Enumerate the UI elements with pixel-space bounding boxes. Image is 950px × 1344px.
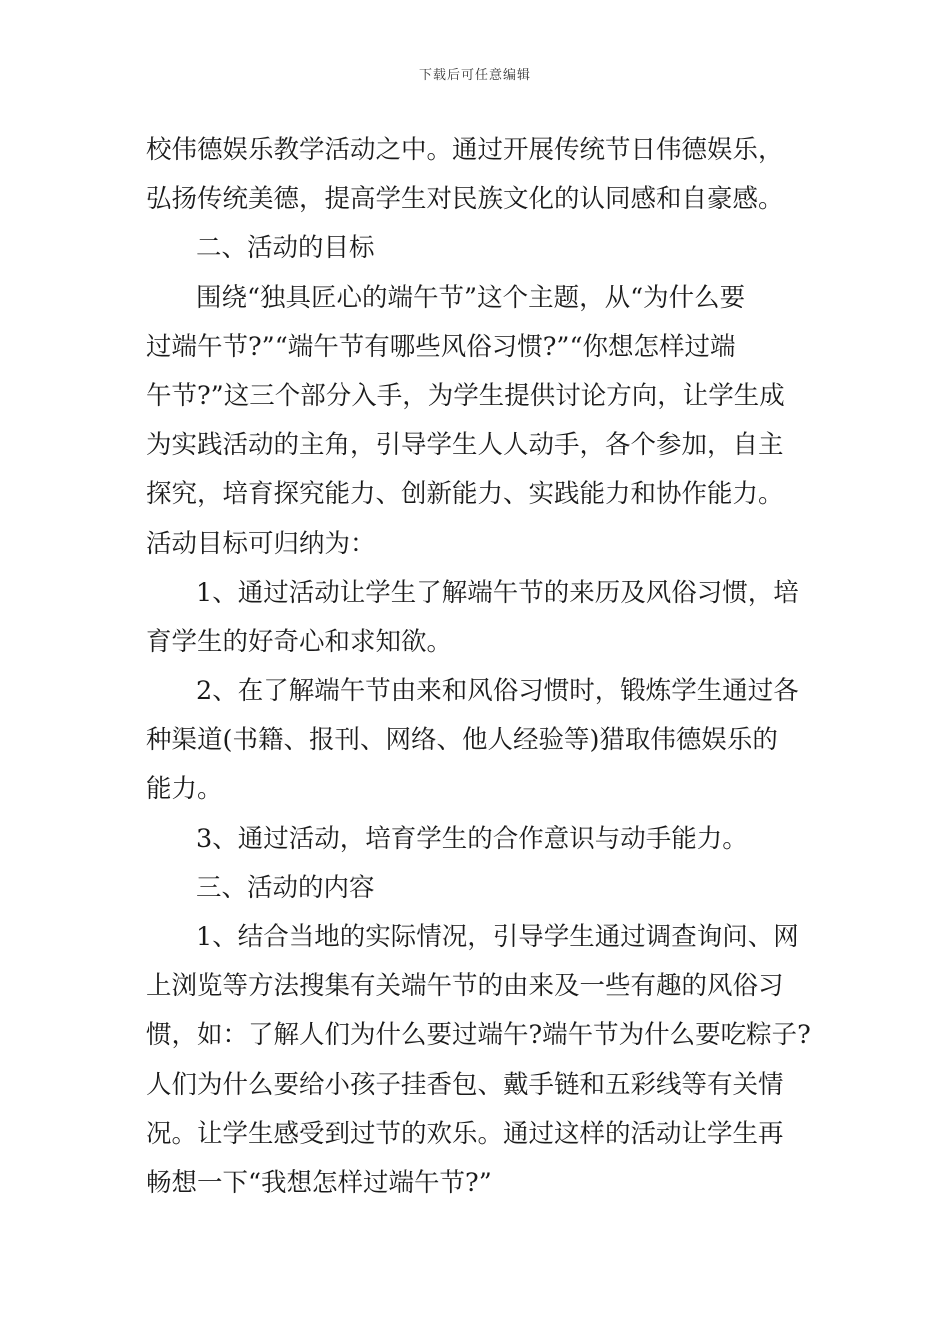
paragraph-line: 过端午节?”“端午节有哪些风俗习惯?”“你想怎样过端 — [146, 331, 736, 362]
paragraph-line: 探究，培育探究能力、创新能力、实践能力和协作能力。 — [146, 479, 784, 510]
list-item-line: 能力。 — [146, 774, 223, 805]
list-item-line: 1、结合当地的实际情况，引导学生通过调查询问、网 — [196, 922, 799, 952]
paragraph-line: 为实践活动的主角，引导学生人人动手，各个参加，自主 — [146, 430, 784, 461]
list-item-line: 况。让学生感受到过节的欢乐。通过这样的活动让学生再 — [146, 1118, 784, 1149]
paragraph-line: 午节?”这三个部分入手，为学生提供讨论方向，让学生成 — [146, 380, 785, 411]
paragraph-line: 弘扬传统美德，提高学生对民族文化的认同感和自豪感。 — [146, 184, 784, 215]
paragraph-line: 活动目标可归纳为： — [146, 528, 376, 559]
document-body — [146, 126, 818, 1208]
section-heading: 二、活动的目标 — [196, 233, 375, 264]
paragraph-line: 围绕“独具匠心的端午节”这个主题，从“为什么要 — [196, 282, 746, 313]
list-item-line: 3、通过活动，培育学生的合作意识与动手能力。 — [196, 823, 748, 854]
list-item-line: 惯，如：了解人们为什么要过端午?端午节为什么要吃粽子? — [146, 1020, 811, 1051]
list-item-line: 育学生的好奇心和求知欲。 — [146, 626, 453, 657]
list-item-line: 上浏览等方法搜集有关端午节的由来及一些有趣的风俗习 — [146, 971, 784, 1002]
page-header: 下载后可任意编辑 — [418, 68, 531, 83]
paragraph-line: 校伟德娱乐教学活动之中。通过开展传统节日伟德娱乐， — [146, 135, 784, 165]
section-heading: 三、活动的内容 — [196, 872, 375, 903]
list-item-line: 1、通过活动让学生了解端午节的来历及风俗习惯，培 — [196, 577, 799, 608]
list-item-line: 人们为什么要给小孩子挂香包、戴手链和五彩线等有关情 — [146, 1069, 784, 1100]
list-item-line: 种渠道(书籍、报刊、网络、他人经验等)猎取伟德娱乐的 — [146, 725, 778, 756]
list-item-line: 畅想一下“我想怎样过端午节?” — [146, 1167, 492, 1198]
list-item-line: 2、在了解端午节由来和风俗习惯时，锻炼学生通过各 — [196, 676, 799, 707]
